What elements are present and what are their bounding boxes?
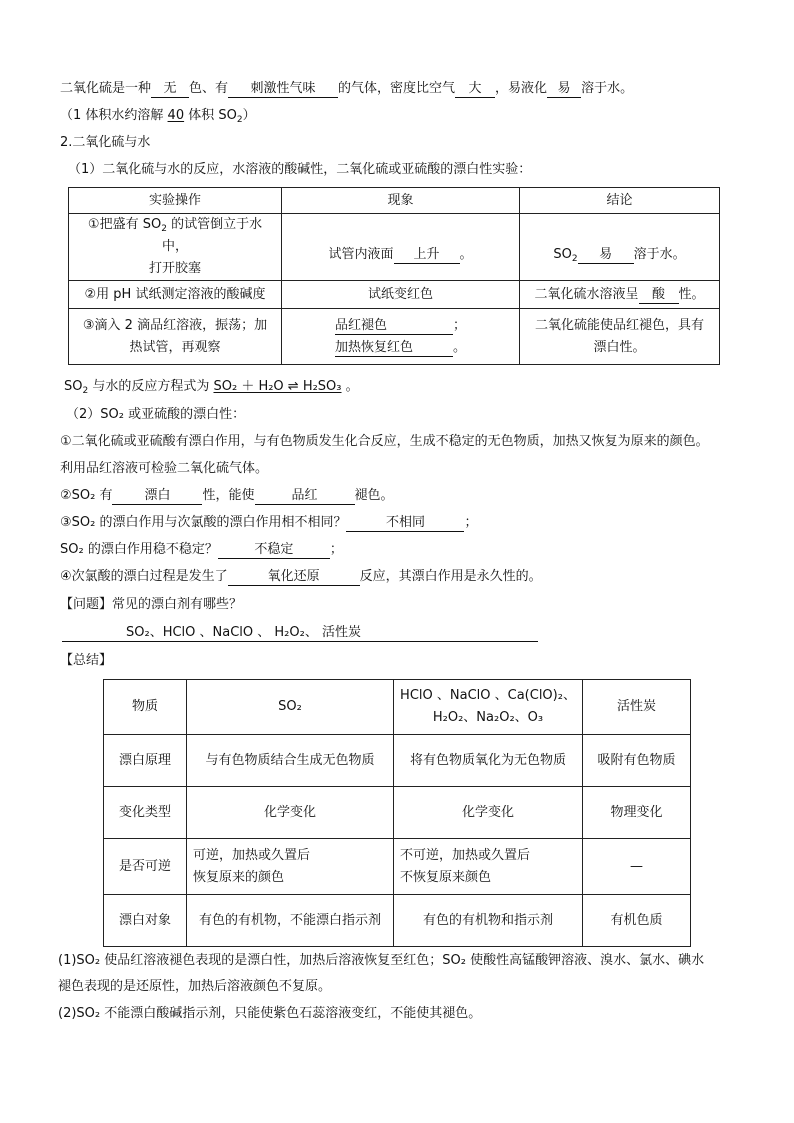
note-2: (2)SO₂ 不能漂白酸碱指示剂，只能使紫色石蕊溶液变红，不能使其褪色。 [58, 1006, 482, 1021]
summary-cell: 有色的有机物，不能漂白指示剂 [187, 895, 394, 947]
summary-header-activated-carbon: 活性炭 [583, 680, 691, 735]
answer-blank: SO₂、HClO 、NaClO 、 H₂O₂、 活性炭 [62, 625, 538, 642]
row2-phenomenon: 试纸变红色 [282, 281, 520, 309]
text: 热试管，再观察 [129, 339, 221, 355]
answer-blank: 品红 [255, 488, 355, 505]
summary-header-oxidizers [394, 680, 583, 735]
summary-cell: 与有色物质结合生成无色物质 [187, 735, 394, 787]
summary-cell: 有色的有机物和指示剂 [394, 895, 583, 947]
header-phenomenon: 现象 [282, 188, 520, 214]
text: 体积 SO [184, 108, 237, 123]
row2-operation: ②用 pH 试纸测定溶液的酸碱度 [69, 281, 282, 309]
paragraph-3 [60, 514, 478, 532]
summary-cell [187, 839, 394, 895]
question: 【问题】常见的漂白剂有哪些？ [60, 597, 243, 612]
paragraph-2 [60, 487, 394, 505]
text: 。 [452, 339, 466, 355]
note-1a: (1)SO₂ 使品红溶液褪色表现的是漂白性，加热后溶液恢复至红色；SO₂ 使酸性高锰酸钾溶液、溴水、氯水、碘水 [58, 953, 705, 968]
text: 反应，其漂白作用是永久性的。 [359, 569, 542, 584]
subheading-2: （2）SO₂ 或亚硫酸的漂白性： [66, 407, 246, 422]
solubility-value: 40 [167, 108, 185, 123]
text: 性，能使 [202, 488, 255, 503]
row3-operation [69, 309, 282, 365]
summary-row-label: 漂白原理 [104, 735, 187, 787]
text: 褪色。 [354, 488, 394, 503]
text: SO₂ 的漂白作用稳不稳定？ [60, 542, 218, 557]
answer-blank: 大 [455, 81, 495, 98]
text: 溶于水。 [633, 247, 686, 262]
header-conclusion: 结论 [520, 188, 720, 214]
answer-blank: 不相同 [346, 515, 464, 532]
answer-blank: 上升 [394, 247, 460, 264]
row1-phenomenon [282, 214, 520, 281]
summary-header-so2: SO₂ [187, 680, 394, 735]
text: 二氧化硫是一种 [60, 81, 152, 96]
text: ④次氯酸的漂白过程是发生了 [60, 569, 228, 584]
text: 。 [459, 247, 473, 262]
section-heading-2: 2.二氧化硫与水 [60, 135, 151, 150]
text: 的气体，密度比空气 [338, 81, 456, 96]
paragraph-3b [60, 541, 343, 559]
summary-cell: 化学变化 [187, 787, 394, 839]
text: ③滴入 2 滴品红溶液，振荡；加 [82, 317, 268, 333]
text: HClO 、NaClO 、Ca(ClO)₂、 [400, 688, 576, 703]
text: 恢复原来的颜色 [193, 869, 285, 885]
answer-blank: 刺激性气味 [228, 81, 338, 98]
subscript: 2 [236, 115, 243, 125]
answer-blank: 易 [578, 247, 634, 264]
subscript: 2 [571, 254, 578, 264]
summary-cell: — [583, 839, 691, 895]
text: 溶于水。 [581, 81, 634, 96]
text: 可逆，加热或久置后 [193, 847, 311, 863]
text: H₂O₂、Na₂O₂、O₃ [432, 710, 544, 725]
text: ，易液化 [495, 81, 548, 96]
text: ） [242, 108, 256, 123]
row3-phenomenon [282, 309, 520, 365]
text: 性。 [678, 286, 705, 302]
so2-properties-line [60, 80, 633, 98]
note-1b: 褪色表现的是还原性，加热后溶液颜色不复原。 [58, 979, 332, 994]
answer-blank: 易 [547, 81, 581, 98]
text: ； [452, 317, 466, 333]
text: ②SO₂ 有 [60, 488, 113, 503]
text: ； [329, 542, 343, 557]
summary-cell: 化学变化 [394, 787, 583, 839]
text: 二氧化硫能使品红褪色，具有 [534, 317, 704, 333]
summary-cell: 将有色物质氧化为无色物质 [394, 735, 583, 787]
answer-blank: 氧化还原 [228, 569, 360, 586]
text: （1 体积水约溶解 [60, 108, 168, 123]
summary-label: 【总结】 [60, 653, 113, 668]
experiment-table [68, 187, 720, 365]
text: 漂白性。 [593, 339, 646, 355]
text: ③SO₂ 的漂白作用与次氯酸的漂白作用相不相同？ [60, 515, 347, 530]
answer-blank: 无 [151, 81, 189, 98]
answer-blank: 酸 [639, 287, 679, 304]
header-operation: 实验操作 [69, 188, 282, 214]
subscript: 2 [161, 224, 167, 234]
answer-line [62, 624, 538, 642]
text: 不恢复原来颜色 [400, 869, 492, 885]
text: SO [553, 247, 572, 262]
text: 与水的反应方程式为 [88, 379, 214, 394]
paragraph-1: ①二氧化硫或亚硫酸有漂白作用，与有色物质发生化合反应，生成不稳定的无色物质，加热又恢复为原来的颜色。 [60, 434, 709, 449]
answer-blank: 品红褪色 [335, 318, 453, 335]
summary-cell [394, 839, 583, 895]
text: 。 [341, 379, 359, 394]
summary-cell: 有机色质 [583, 895, 691, 947]
text: ①把盛有 SO [87, 217, 162, 232]
row1-conclusion [520, 214, 720, 281]
summary-row-label: 漂白对象 [104, 895, 187, 947]
answer-blank: 漂白 [112, 488, 202, 505]
text: 的试管倒立于水中， [161, 217, 263, 254]
summary-header-substance: 物质 [104, 680, 187, 735]
text: ； [464, 515, 478, 530]
summary-row-label: 是否可逆 [104, 839, 187, 895]
subscript: 2 [82, 386, 89, 396]
row1-operation [69, 214, 282, 281]
text: SO [64, 379, 83, 394]
equation: SO₂ ＋ H₂O ⇌ H₂SO₃ [213, 379, 342, 394]
paragraph-1b: 利用品红溶液可检验二氧化硫气体。 [60, 461, 269, 476]
text: 二氧化硫水溶液呈 [534, 286, 639, 302]
subheading-1: （1）二氧化硫与水的反应，水溶液的酸碱性，二氧化硫或亚硫酸的漂白性实验： [68, 162, 532, 177]
row2-conclusion [520, 281, 720, 309]
summary-table [103, 679, 691, 947]
answer-blank: 加热恢复红色 [335, 340, 453, 357]
text: 不可逆，加热或久置后 [400, 847, 531, 863]
solubility-note [60, 107, 256, 125]
text: 打开胶塞 [148, 261, 201, 276]
summary-cell: 物理变化 [583, 787, 691, 839]
paragraph-4 [60, 568, 542, 586]
row3-conclusion [520, 309, 720, 365]
summary-cell: 吸附有色物质 [583, 735, 691, 787]
text: 色、有 [189, 81, 229, 96]
reaction-equation-line [64, 378, 359, 396]
summary-row-label: 变化类型 [104, 787, 187, 839]
answer-blank: 不稳定 [218, 542, 330, 559]
text: 试管内液面 [328, 247, 394, 262]
